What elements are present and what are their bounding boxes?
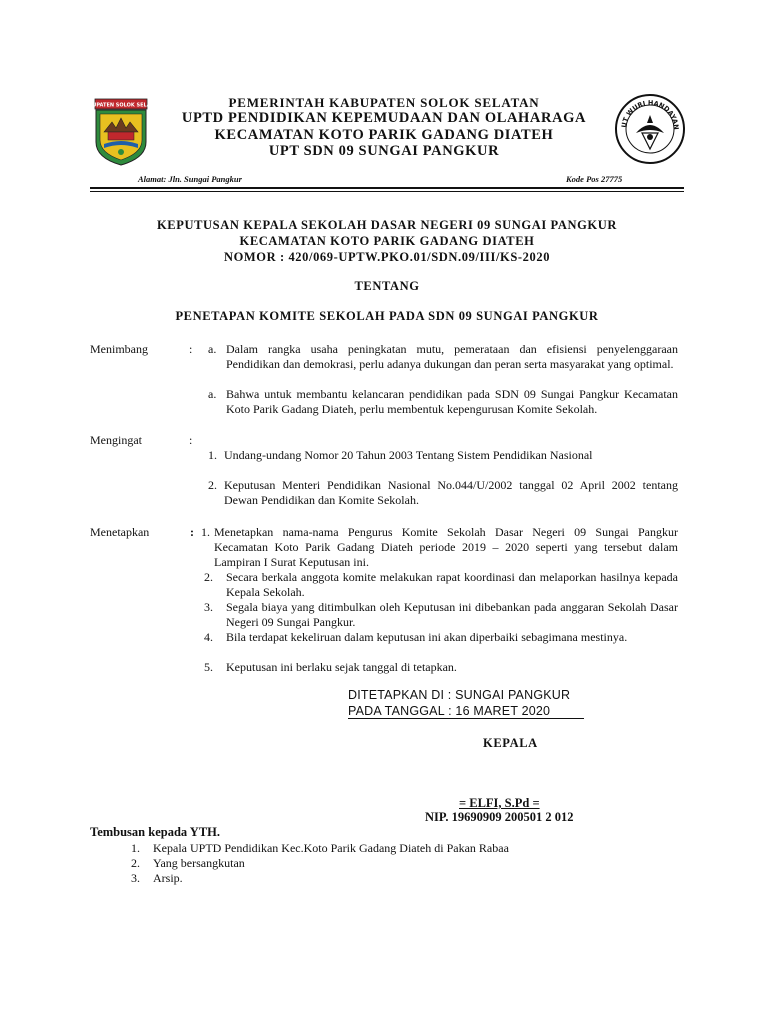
menetapkan-item-1 [214,525,678,570]
menetapkan-item-4: Bila terdapat kekeliruan dalam keputusan ini akan diperbaiki sebagimana mestinya. [226,630,628,644]
kop-district: KECAMATAN KOTO PARIK GADANG DIATEH [214,127,554,143]
postal-code-text: Kode Pos 27775 [566,174,623,184]
kop-school: UPT SDN 09 SUNGAI PANGKUR [268,143,500,159]
tembusan-item-1: Kepala UPTD Pendidikan Kec.Koto Parik Gadang Diateh di Pakan Rabaa [153,841,509,855]
menimbang-marker-2: a. [208,387,217,401]
menetapkan-item-2: Secara berkala anggota komite melakukan rapat koordinasi dan melaporkan hasilnya kepada Kepala Sekolah. [226,570,678,599]
header-rule-thin [90,191,684,192]
ditetapkan-di: DITETAPKAN DI : SUNGAI PANGKUR [348,688,571,702]
decree-title-district: KECAMATAN KOTO PARIK GADANG DIATEH [239,234,535,248]
address-text: Alamat: Jln. Sungai Pangkur [138,174,242,184]
menetapkan-colon: : [190,525,194,539]
signature-position: KEPALA [483,736,538,750]
decree-number: NOMOR : 420/069-UPTW.PKO.01/SDN.09/III/KS-2020 [223,250,551,264]
menetapkan-item-1-text: Menetapkan nama-nama Pengurus Komite Sekolah Dasar Negeri 09 Sungai Pangkur Kecamatan Koto Parik Gadang Diateh periode 2019 – 2020 seperti yang tersebut dalam Lampiran I Surat Keputusan ini. [214,525,678,569]
mengingat-colon: : [189,433,193,447]
signatory-nip: NIP. 19690909 200501 2 012 [425,810,574,824]
menimbang-colon: : [189,342,193,356]
tembusan-item-2: Yang bersangkutan [153,856,245,870]
tembusan-marker-2: 2. [131,856,140,870]
pada-tanggal: PADA TANGGAL : 16 MARET 2020 [348,704,551,718]
menimbang-item-2: Bahwa untuk membantu kelancaran pendidikan pada SDN 09 Sungai Pangkur Kecamatan Koto Parik Gadang Diateh, perlu membentuk kepengurusan Komite Sekolah. [226,387,678,416]
header-rule-thick [90,187,684,189]
menimbang-label: Menimbang [90,342,148,356]
mengingat-item-2: Keputusan Menteri Pendidikan Nasional No.044/U/2002 tanggal 02 April 2002 tentang Dewan Pendidikan dan Komite Sekolah. [224,478,678,507]
mengingat-marker-2: 2. [208,478,217,492]
menetapkan-marker-5: 5. [204,660,213,674]
menetapkan-marker-1: 1. [201,525,210,539]
logo-motto-text: UT WURI HANDAYAN [619,98,681,131]
signature-date-underline [348,718,584,719]
kop-government: PEMERINTAH KABUPATEN SOLOK SELATAN [228,95,540,110]
menetapkan-item-3: Segala biaya yang ditimbulkan oleh Keputusan ini dibebankan pada anggaran Sekolah Dasar Negeri 09 Sungai Pangkur. [226,600,678,629]
menimbang-marker-1: a. [208,342,217,356]
menetapkan-marker-3: 3. [204,600,213,614]
tembusan-marker-3: 3. [131,871,140,885]
decree-subject: PENETAPAN KOMITE SEKOLAH PADA SDN 09 SUNGAI PANGKUR [175,309,599,323]
menimbang-item-1: Dalam rangka usaha peningkatan mutu, pemerataan dan efisiensi penyelenggaraan Pendidikan dan demokrasi, perlu adanya dukungan dan peran serta masyarakat yang optimal. [226,342,678,371]
mengingat-marker-1: 1. [208,448,217,462]
mengingat-item-1: Undang-undang Nomor 20 Tahun 2003 Tentang Sistem Pendidikan Nasional [224,448,593,462]
tut-wuri-handayani-logo [614,93,686,165]
menetapkan-label: Menetapkan [90,525,150,539]
menetapkan-marker-4: 4. [204,630,213,644]
decree-title: KEPUTUSAN KEPALA SEKOLAH DASAR NEGERI 09 SUNGAI PANGKUR [156,218,618,232]
signatory-name: = ELFI, S.Pd = [459,796,540,810]
tentang-heading: TENTANG [354,279,420,293]
menetapkan-item-5: Keputusan ini berlaku sejak tanggal di tetapkan. [226,660,457,674]
tembusan-heading: Tembusan kepada YTH. [90,825,221,839]
logo-band-text: KABUPATEN SOLOK SELATAN [80,102,162,109]
kop-agency: UPTD PENDIDIKAN KEPEMUDAAN DAN OLAHARAGA [181,110,587,126]
tembusan-item-3: Arsip. [153,871,183,885]
tembusan-marker-1: 1. [131,841,140,855]
mengingat-label: Mengingat [90,433,142,447]
menetapkan-marker-2: 2. [204,570,213,584]
